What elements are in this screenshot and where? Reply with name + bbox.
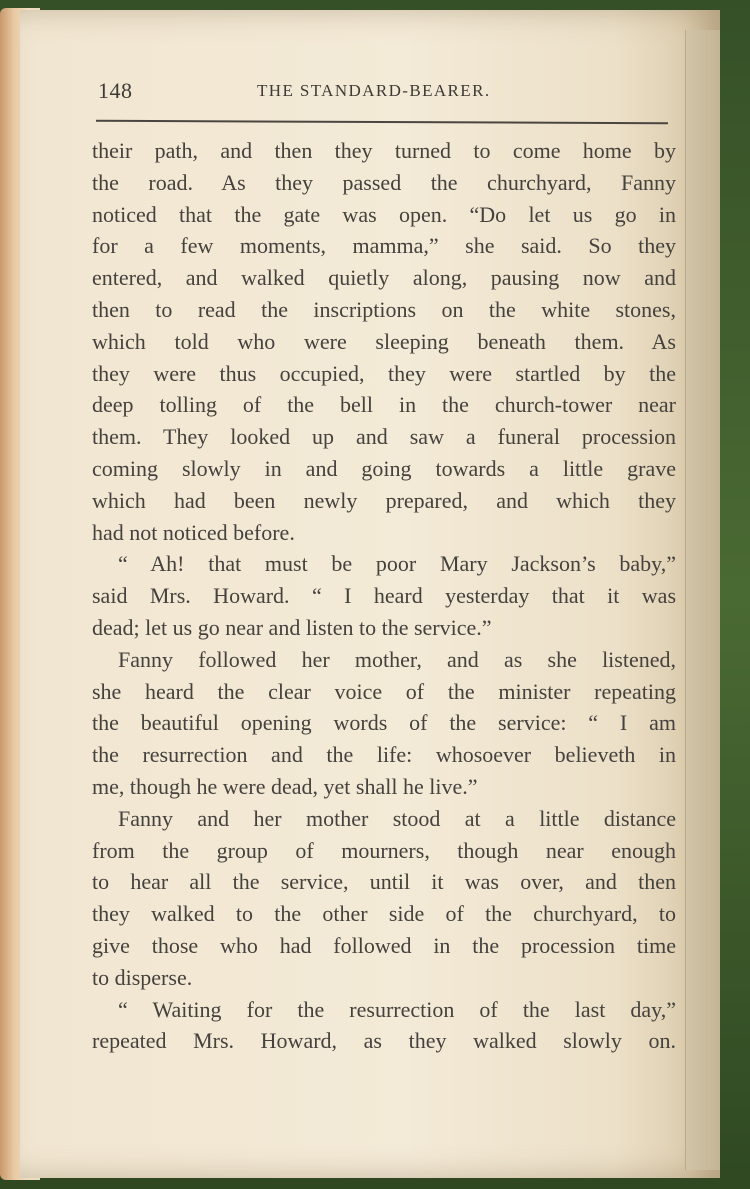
- text-line: them. They looked up and saw a funeral procession: [92, 424, 676, 450]
- text-line: the road. As they passed the churchyard, Fanny: [92, 169, 676, 195]
- text-line: noticed that the gate was open. “Do let us go in: [92, 201, 676, 227]
- running-title: THE STANDARD-BEARER.: [257, 81, 491, 100]
- text-line: the beautiful opening words of the service: “ I am: [92, 710, 676, 736]
- text-line: “ Ah! that must be poor Mary Jackson’s baby,”: [118, 551, 676, 577]
- text-line: “ Waiting for the resurrection of the last day,”: [118, 996, 676, 1022]
- text-line: said Mrs. Howard. “ I heard yesterday that it was: [92, 583, 676, 609]
- book-gutter: [685, 30, 720, 1170]
- text-line: which told who were sleeping beneath them. As: [92, 328, 676, 354]
- text-line: repeated Mrs. Howard, as they walked slowly on.: [92, 1028, 676, 1054]
- text-line: deep tolling of the bell in the church-tower near: [92, 392, 676, 418]
- text-line: Fanny followed her mother, and as she listened,: [118, 646, 676, 672]
- text-line: Fanny and her mother stood at a little distance: [118, 805, 676, 831]
- text-line: the resurrection and the life: whosoever believeth in: [92, 742, 676, 768]
- text-line: for a few moments, mamma,” she said. So they: [92, 233, 676, 259]
- text-line: she heard the clear voice of the minister repeating: [92, 678, 676, 704]
- text-line: they were thus occupied, they were startled by the: [92, 360, 676, 386]
- text-line: entered, and walked quietly along, pausing now and: [92, 265, 676, 291]
- text-line: coming slowly in and going towards a little grave: [92, 455, 676, 481]
- text-line: which had been newly prepared, and which they: [92, 487, 676, 513]
- text-line: their path, and then they turned to come home by: [92, 138, 676, 163]
- page-number: 148: [98, 78, 133, 103]
- page-header: [76, 78, 666, 104]
- text-line: then to read the inscriptions on the white stones,: [92, 296, 676, 322]
- text-line: had not noticed before.: [92, 519, 295, 545]
- text-line: they walked to the other side of the churchyard, to: [92, 901, 676, 927]
- text-line: give those who had followed in the procession time: [92, 932, 676, 958]
- body-text: [92, 135, 676, 1057]
- text-line: dead; let us go near and listen to the service.”: [92, 614, 492, 640]
- text-line: to hear all the service, until it was over, and then: [92, 869, 676, 895]
- text-line: me, though he were dead, yet shall he live.”: [92, 773, 478, 799]
- text-line: from the group of mourners, though near enough: [92, 837, 676, 863]
- text-line: to disperse.: [92, 964, 193, 990]
